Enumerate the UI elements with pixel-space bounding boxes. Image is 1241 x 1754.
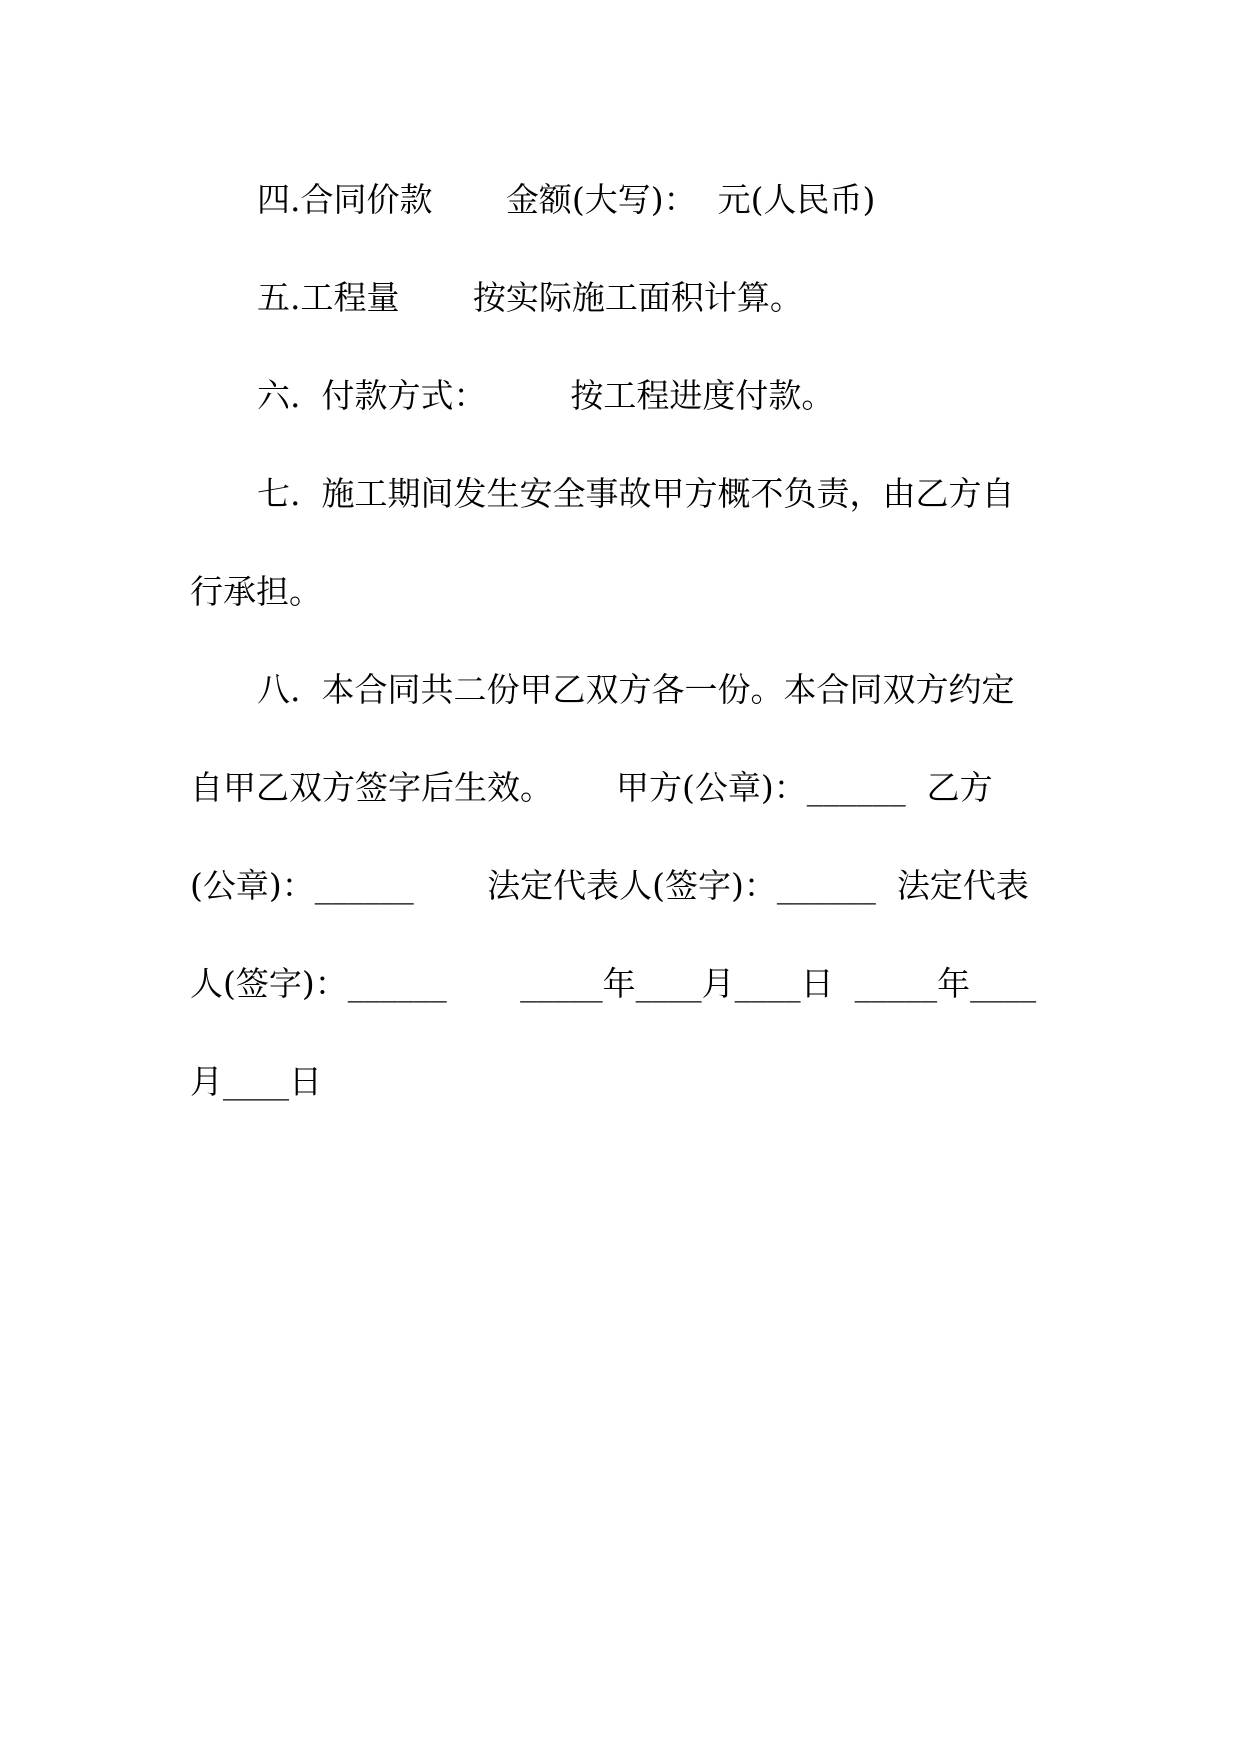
clause-8-copies-line-1: 八. 本合同共二份甲乙双方各一份。本合同双方约定 (257, 670, 1015, 709)
signature-line-1: (公章)：______ 法定代表人(签字)：______ 法定代表 (190, 866, 1029, 905)
clause-7-safety-line-1: 七. 施工期间发生安全事故甲方概不负责，由乙方自 (257, 474, 1015, 513)
signature-line-2: 人(签字)：______ _____年____月____日 _____年____ (190, 964, 1037, 1003)
clause-5-quantity: 五.工程量 按实际施工面积计算。 (257, 278, 803, 317)
clause-6-payment: 六. 付款方式： 按工程进度付款。 (257, 376, 835, 415)
clause-8-copies-line-2: 自甲乙双方签字后生效。 甲方(公章)：______ 乙方 (190, 768, 993, 807)
date-line: 月____日 (190, 1062, 322, 1101)
clause-4-contract-price: 四.合同价款 金额(大写)： 元(人民币) (257, 180, 876, 219)
clause-7-safety-line-2: 行承担。 (190, 572, 322, 611)
